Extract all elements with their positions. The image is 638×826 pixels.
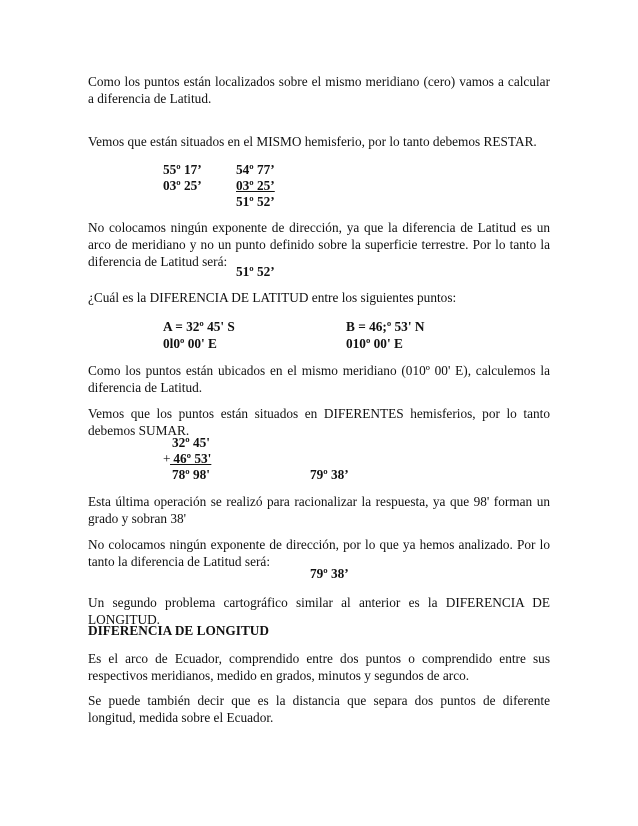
calc2-row1: 32º 45' bbox=[172, 435, 211, 450]
section-heading: DIFERENCIA DE LONGITUD bbox=[88, 623, 270, 638]
paragraph-alternative-definition: Se puede también decir que es la distancia que separa dos puntos de diferente longitud, medida sobre el Ecuador. bbox=[88, 693, 550, 725]
calc2-plus-sign: + bbox=[163, 451, 171, 466]
point-a-longitude: 0l0º 00' E bbox=[163, 336, 217, 351]
calc1-col1-row1: 55º 17’ bbox=[163, 162, 202, 177]
calc2-row2: 46º 53' bbox=[170, 451, 212, 466]
paragraph-no-exponent-2: No colocamos ningún exponente de dirección, por lo que ya hemos analizado. Por lo tanto la diferencia de Latitud será: bbox=[88, 537, 550, 569]
paragraph-different-hemispheres: Vemos que los puntos están situados en DIFERENTES hemisferios, por lo tanto debemos SUMAR. bbox=[88, 406, 550, 438]
calc2-sum: 78º 98' bbox=[172, 467, 211, 482]
calc1-col2-row2: 03º 25’ bbox=[236, 178, 275, 193]
paragraph-rationalize: Esta última operación se realizó para racionalizar la respuesta, ya que 98' forman un grado y sobran 38' bbox=[88, 494, 550, 526]
paragraph-same-meridian: Como los puntos están ubicados en el mismo meridiano (010º 00' E), calculemos la diferencia de Latitud. bbox=[88, 363, 550, 395]
calc2-normalized: 79º 38’ bbox=[310, 467, 349, 482]
point-b-longitude: 010º 00' E bbox=[346, 336, 403, 351]
paragraph-definition: Es el arco de Ecuador, comprendido entre dos puntos o comprendido entre sus respectivos meridianos, medido en grados, minutos y segundos de arco. bbox=[88, 651, 550, 683]
point-b-latitude: B = 46;º 53' N bbox=[346, 319, 425, 334]
calc1-col1-row2: 03º 25’ bbox=[163, 178, 202, 193]
paragraph-intro: Como los puntos están localizados sobre el mismo meridiano (cero) vamos a calcular a diferencia de Latitud. bbox=[88, 74, 550, 106]
calc1-result: 51º 52’ bbox=[236, 194, 275, 209]
paragraph-second-problem: Un segundo problema cartográfico similar al anterior es la DIFERENCIA DE LONGITUD. bbox=[88, 595, 550, 627]
paragraph-same-hemisphere: Vemos que están situados en el MISMO hemisferio, por lo tanto debemos RESTAR. bbox=[88, 134, 537, 149]
point-a-latitude: A = 32º 45' S bbox=[163, 319, 235, 334]
result-2: 79º 38’ bbox=[310, 566, 349, 581]
paragraph-no-exponent-1: No colocamos ningún exponente de dirección, ya que la diferencia de Latitud es un arco de meridiano y no un punto definido sobre la superficie terrestre. Por lo tanto la diferencia de Latitud será: bbox=[88, 220, 550, 269]
calc1-col2-row1: 54º 77’ bbox=[236, 162, 275, 177]
paragraph-question: ¿Cuál es la DIFERENCIA DE LATITUD entre los siguientes puntos: bbox=[88, 290, 457, 305]
result-1: 51º 52’ bbox=[236, 264, 275, 279]
